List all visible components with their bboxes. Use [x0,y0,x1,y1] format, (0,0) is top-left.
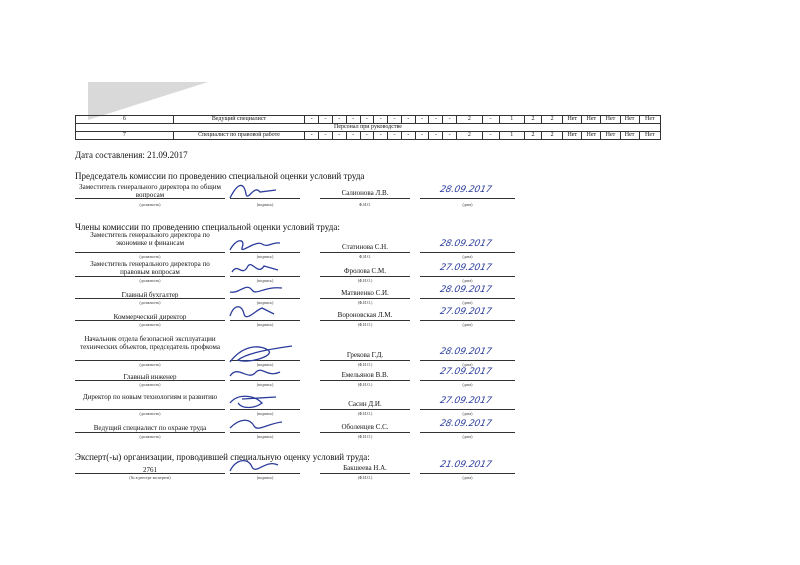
date-caption: (дата) [462,434,473,439]
table-cell: - [482,132,499,140]
position-label: Заместитель генерального директора по правовым вопросам [90,260,210,276]
position-line [75,473,225,474]
name-caption: (Ф.И.О.) [357,382,373,387]
position-line [75,409,225,410]
table-cell: - [332,116,346,124]
table-cell: Нет [601,132,620,140]
handwritten-date: 28.09.2017 [438,419,493,429]
name-caption: (Ф.И.О.) [357,434,373,439]
name-caption: (Ф.И.О.) [357,322,373,327]
name-caption: Ф.И.О. [359,254,371,259]
table-cell: - [401,132,415,140]
date-caption: (дата) [462,382,473,387]
table-cell: - [319,116,333,124]
table-cell: - [346,132,360,140]
date-caption: (дата) [462,411,473,416]
position-caption: (№ в реестре экспертов) [129,475,171,480]
table-cell: 2 [541,132,562,140]
position-caption: (должность) [139,278,161,283]
person-name: Сасин Д.И. [348,400,382,408]
signature-caption: (подпись) [256,202,274,207]
name-line [320,320,410,321]
table-cell: Нет [601,116,620,124]
person-name: Салионова Л.В. [341,189,389,197]
table-cell: - [401,116,415,124]
results-table [75,115,661,140]
members-heading: Члены комиссии по проведению специальной оценки условий труда: [75,222,340,232]
table-cell: 2 [457,132,482,140]
table-cell: - [374,116,388,124]
table-cell: Нет [620,116,639,124]
table-cell: - [415,132,429,140]
date-caption: (дата) [462,322,473,327]
signature-caption: (подпись) [256,362,274,367]
date-line [420,360,515,361]
position-line [75,198,225,199]
date-line [420,409,515,410]
signature-caption: (подпись) [256,278,274,283]
table-cell: Нет [582,116,601,124]
date-line [420,320,515,321]
table-cell: 1 [499,132,524,140]
position-line [75,276,225,277]
position-caption: (должность) [139,411,161,416]
handwritten-signature [228,234,298,260]
position-label: Директор по новым технологиям и развитию [82,393,218,401]
table-cell: - [332,132,346,140]
date-caption: (дата) [462,300,473,305]
table-cell: Нет [620,132,639,140]
name-caption: Ф.И.О. [359,202,371,207]
name-caption: (Ф.И.О.) [357,362,373,367]
table-group-row [76,124,661,132]
table-cell: - [388,132,402,140]
table-cell: - [482,116,499,124]
name-line [320,380,410,381]
signature-caption: (подпись) [256,411,274,416]
name-line [320,409,410,410]
handwritten-signature [228,414,298,440]
table-cell: - [374,132,388,140]
date-caption: (дата) [462,362,473,367]
position-label: Ведущий специалист по охране труда [93,424,207,432]
table-cell: Нет [563,116,582,124]
person-name: Матвиенко С.И. [341,289,389,297]
handwritten-date: 28.09.2017 [438,239,493,249]
position-line [75,432,225,433]
compiled-date: Дата составления: 21.09.2017 [75,150,188,160]
position-label: Заместитель генерального директора по экономике и финансам [90,231,210,247]
handwritten-date: 28.09.2017 [438,185,493,195]
name-line [320,473,410,474]
date-line [420,276,515,277]
signature-caption: (подпись) [256,434,274,439]
handwritten-date: 27.09.2017 [438,396,493,406]
expert-heading: Эксперт(-ы) организации, проводившей специальную оценку условий труда: [75,452,370,462]
position-name: Ведущий специалист [173,116,305,124]
name-line [320,298,410,299]
table-cell: 2 [457,116,482,124]
person-name: Емельянов В.В. [341,371,389,379]
position-label: Коммерческий директор [113,313,187,321]
date-line [420,473,515,474]
position-line [75,320,225,321]
table-cell: - [360,132,374,140]
name-line [320,432,410,433]
handwritten-date: 27.09.2017 [438,307,493,317]
name-caption: (Ф.И.О.) [357,411,373,416]
table-cell: - [388,116,402,124]
name-line [320,198,410,199]
person-name: Оболенцев С.С. [341,423,389,431]
person-name: Грекова Г.Д. [346,351,384,359]
position-caption: (должность) [139,362,161,367]
signature-caption: (подпись) [256,475,274,480]
handwritten-signature [228,180,298,206]
table-cell: - [319,132,333,140]
position-caption: (должность) [139,254,161,259]
handwritten-date: 28.09.2017 [438,347,493,357]
table-cell: - [305,116,319,124]
position-label: Начальник отдела безопасной эксплуатации технических объектов, председатель профкома [80,335,220,351]
table-cell: - [415,116,429,124]
position-caption: (должность) [139,322,161,327]
person-name: Вороновская Л.М. [337,311,393,319]
handwritten-signature [228,362,298,388]
table-cell: 1 [499,116,524,124]
date-line [420,298,515,299]
table-cell: - [346,116,360,124]
handwritten-signature [228,302,298,328]
date-line [420,380,515,381]
name-caption: (Ф.И.О.) [357,475,373,480]
table-cell: - [443,132,457,140]
position-label: Заместитель генерального директора по общим вопросам [79,183,221,199]
date-caption: (дата) [462,202,473,207]
row-number: 7 [76,132,174,140]
position-line [75,252,225,253]
name-line [320,252,410,253]
table-cell: - [360,116,374,124]
date-caption: (дата) [462,475,473,480]
table-cell: Нет [563,132,582,140]
signature-caption: (подпись) [256,300,274,305]
table-cell: Нет [639,116,660,124]
date-line [420,252,515,253]
date-line [420,198,515,199]
table-cell: 2 [525,116,542,124]
group-label: Персонал при руководстве [76,124,661,132]
position-name: Специалист по правовой работе [173,132,305,140]
name-line [320,360,410,361]
table-cell: - [429,132,443,140]
handwritten-date: 21.09.2017 [438,460,493,470]
position-label: Главный инженер [123,373,177,381]
date-line [420,432,515,433]
position-line [75,380,225,381]
signature-caption: (подпись) [256,382,274,387]
name-line [320,276,410,277]
position-line [75,298,225,299]
position-caption: (должность) [139,434,161,439]
name-caption: (Ф.И.О.) [357,278,373,283]
row-number: 6 [76,116,174,124]
table-cell: - [429,116,443,124]
table-cell: 2 [525,132,542,140]
person-name: Статинова С.Н. [342,243,388,251]
position-label: 2761 [143,466,157,474]
table-cell: - [443,116,457,124]
signature-caption: (подпись) [256,322,274,327]
table-cell: Нет [639,132,660,140]
handwritten-date: 27.09.2017 [438,263,493,273]
table-cell: 2 [541,116,562,124]
handwritten-date: 27.09.2017 [438,367,493,377]
table-cell: - [305,132,319,140]
position-label: Главный бухгалтер [121,291,179,299]
signature-caption: (подпись) [256,254,274,259]
date-caption: (дата) [462,254,473,259]
person-name: Фролова С.М. [344,267,386,275]
position-line [75,360,225,361]
table-row [76,116,661,124]
position-caption: (должность) [139,382,161,387]
date-caption: (дата) [462,278,473,283]
table-cell: Нет [582,132,601,140]
handwritten-signature [228,455,298,481]
position-caption: (должность) [139,300,161,305]
handwritten-date: 28.09.2017 [438,285,493,295]
chair-heading: Председатель комиссии по проведению специальной оценки условий труда [75,171,365,181]
table-row [76,132,661,140]
person-name: Бакшеева Н.А. [343,464,387,472]
name-caption: (Ф.И.О.) [357,300,373,305]
position-caption: (должность) [139,202,161,207]
